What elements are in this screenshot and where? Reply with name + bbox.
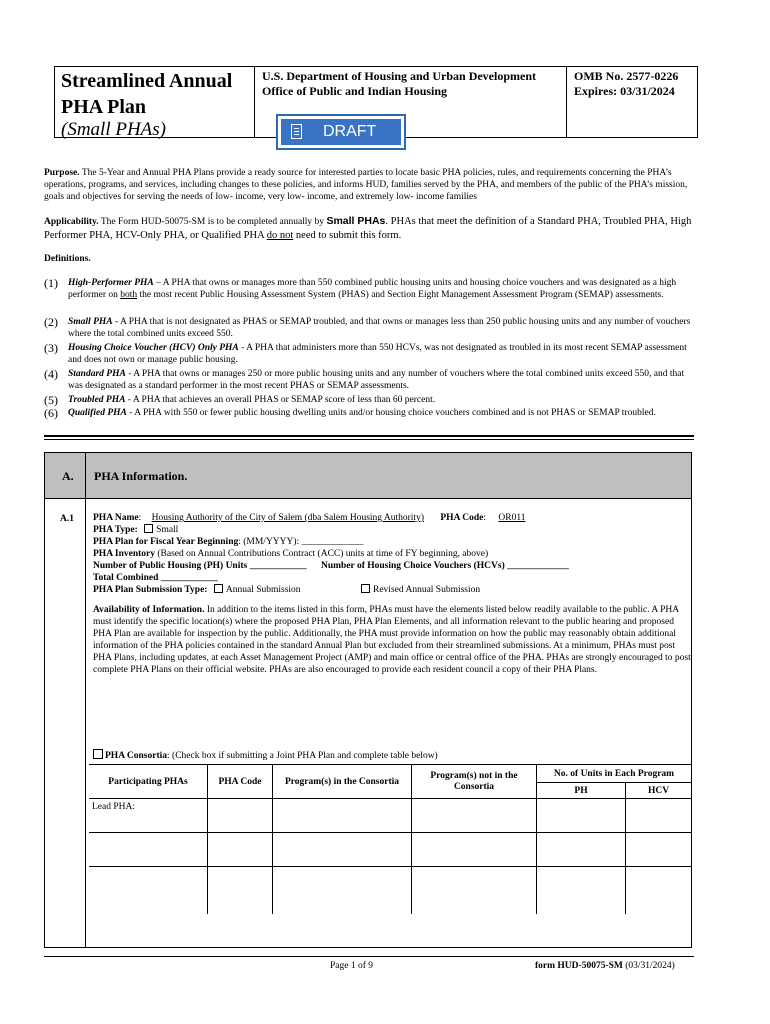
omb-number: OMB No. 2577-0226 [574, 69, 679, 83]
table-cell[interactable] [273, 867, 412, 914]
table-cell[interactable] [537, 867, 626, 914]
consortia-line [93, 749, 438, 762]
section-divider [44, 439, 694, 440]
definition-number: (6) [44, 406, 58, 420]
annual-submission-checkbox[interactable] [214, 584, 223, 593]
definition-text: the most recent Public Housing Assessment System (PHAS) and Section Eight Management Assessment Program (SEMAP) assessments. [137, 289, 664, 300]
sub-header-ph: PH [537, 783, 626, 799]
definition-item [44, 278, 694, 302]
availability-paragraph [93, 604, 693, 676]
form-title-line1: Streamlined Annual [61, 70, 233, 92]
section-letter: A. [62, 469, 74, 483]
consortia-table [89, 764, 691, 914]
table-row [89, 799, 691, 833]
definition-text: - A PHA that is not designated as PHAS or SEMAP troubled, and that owns or manages less than 250 public housing units and any number of vouchers where the total combined units exceed 550. [68, 317, 691, 339]
do-not-emphasis: do not [266, 230, 294, 241]
revised-submission-checkbox[interactable] [361, 584, 370, 593]
public-housing-units-field[interactable]: Number of Public Housing (PH) Units ____________ [93, 561, 307, 571]
availability-text: In addition to the items listed in this form, PHAs must have the elements listed below readily available to the public. A PHA must identify the specific location(s) where the proposed PHA Plan, PHA Plan Elements, and all information relevant to the public hearing and proposed PHA Plan are available for inspection by the public. Additionally, the PHA must provide information on how the public may reasonably obtain additional information of the PHA policies contained in the standard Annual Plan but excluded from their streamlined submissions. At a minimum, PHAs must post PHA Plans, including updates, at each Asset Management Project (AMP) and main office or central office of the PHA. PHAs are strongly encouraged to post complete PHA Plans on their official website. PHAs are also encouraged to provide each resident council a copy of their PHA Plans. [93, 605, 691, 675]
section-divider [44, 435, 694, 437]
definition-text: - A PHA that owns or manages 250 or more public housing units and any number of vouchers where the total combined units exceed 550, and that was designated as a standard performer in the most recent PHAS or SEMAP assessments. [68, 369, 685, 391]
pha-type-label: PHA Type: [93, 525, 138, 535]
table-cell[interactable] [89, 867, 208, 914]
table-cell[interactable] [412, 833, 537, 867]
pha-name-field[interactable]: Housing Authority of the City of Salem (dba Salem Housing Authority) [151, 513, 424, 523]
table-cell[interactable] [537, 833, 626, 867]
applicability-paragraph [44, 214, 694, 243]
definition-term: Housing Choice Voucher (HCV) Only PHA [68, 343, 239, 353]
page-footer [44, 956, 694, 957]
table-cell[interactable] [89, 833, 208, 867]
applicability-text-b: . PHAs that meet the definition of a Standard PHA, Troubled PHA, High Performer PHA, HCV-Only PHA, or Qualified PHA [44, 216, 692, 241]
consortia-instructions: : (Check box if submitting a Joint PHA Plan and complete table below) [167, 751, 438, 761]
definition-number: (1) [44, 276, 58, 290]
sub-header-hcv: HCV [626, 783, 692, 799]
table-cell[interactable] [412, 867, 537, 914]
consortia-label: PHA Consortia [105, 751, 168, 761]
lead-pha-cell[interactable]: Lead PHA: [89, 799, 208, 833]
total-combined-field[interactable]: Total Combined ____________ [93, 573, 218, 583]
availability-label: Availability of Information. [93, 605, 205, 615]
small-option-label: Small [156, 525, 179, 535]
draft-badge[interactable] [276, 114, 406, 150]
applicability-text-a: The Form HUD-50075-SM is to be completed annually by [98, 217, 327, 227]
definition-term: Troubled PHA [68, 395, 126, 405]
draft-label: DRAFT [323, 123, 377, 140]
definition-text: - A PHA that achieves an overall PHAS or SEMAP score of less than 60 percent. [125, 395, 436, 405]
pha-code-label: PHA Code [440, 513, 484, 523]
definition-term: Standard PHA [68, 369, 126, 379]
consortia-checkbox[interactable] [93, 749, 103, 759]
table-row [89, 833, 691, 867]
table-cell[interactable] [412, 799, 537, 833]
revised-submission-label: Revised Annual Submission [373, 585, 481, 595]
fiscal-year-label: PHA Plan for Fiscal Year Beginning [93, 537, 239, 547]
item-number: A.1 [60, 514, 74, 524]
table-cell[interactable] [537, 799, 626, 833]
purpose-label: Purpose. [44, 168, 80, 178]
definition-text: - A PHA with 550 or fewer public housing dwelling units and/or housing choice vouchers combined and is not PHAS or SEMAP troubled. [126, 408, 656, 418]
inventory-note: (Based on Annual Contributions Contract (ACC) units at time of FY beginning, above) [155, 549, 489, 559]
hcv-units-field[interactable]: Number of Housing Choice Vouchers (HCVs) _____________ [320, 561, 569, 571]
page-number: Page 1 of 9 [330, 961, 374, 971]
omb-cell [567, 67, 699, 137]
column-header: Participating PHAs [89, 765, 208, 799]
table-row [89, 867, 691, 914]
definition-text: - A PHA that administers more than 550 HCVs, was not designated as troubled in its most recent SEMAP assessment and does not own or manage public housing. [68, 343, 687, 365]
column-header: No. of Units in Each Program [537, 765, 692, 783]
definition-number: (5) [44, 393, 58, 407]
section-title: PHA Information. [94, 469, 188, 483]
definition-term: Qualified PHA [68, 408, 127, 418]
small-phas-emphasis: Small PHAs [326, 215, 386, 227]
table-cell[interactable] [208, 799, 273, 833]
document-icon [291, 124, 302, 139]
table-cell[interactable] [208, 833, 273, 867]
applicability-text-c: need to submit this form. [293, 230, 402, 241]
table-cell[interactable] [626, 867, 692, 914]
purpose-text: The 5-Year and Annual PHA Plans provide a ready source for interested parties to locate basic PHA policies, rules, and requirements concerning the PHA’s operations, programs, and services, including changes to these policies, and informs HUD, families served by the PHA, and members of the public of the PHA’s mission, goals and objectives for serving the needs of low- income, very low- income, and extremely low- income families [44, 168, 688, 202]
definition-number: (2) [44, 315, 58, 329]
annual-submission-label: Annual Submission [225, 585, 301, 595]
form-id [535, 960, 675, 972]
section-a-header [45, 453, 691, 499]
table-cell[interactable] [273, 833, 412, 867]
form-date: (03/31/2024) [622, 961, 675, 971]
definition-term: High-Performer PHA [68, 278, 154, 288]
form-title-cell [55, 67, 255, 140]
table-cell[interactable] [273, 799, 412, 833]
table-cell[interactable] [626, 799, 692, 833]
definition-number: (3) [44, 341, 58, 355]
definitions-label: Definitions. [44, 254, 91, 264]
both-emphasis: both [120, 289, 138, 300]
form-title-line2: PHA Plan [61, 96, 147, 118]
expiration-date: Expires: 03/31/2024 [574, 84, 675, 98]
purpose-paragraph [44, 167, 694, 203]
inventory-label: PHA Inventory [93, 549, 156, 559]
a1-content: PHA Name: Housing Authority of the City of Salem (dba Salem Housing Authority) PHA Code: OR011 PHA Type: Small PHA Plan for Fiscal Year Beginning: (MM/YYYY): _____________ PHA Inventory (Based on Annual Contributions Contract (ACC) units at time of FY beginning, above) Number of Public Housing (PH) Units ____________ Number of Housing Choice Vouchers (HCVs) _____________ Total Combined ____________ PHA Plan Submission Type: Annual Submission Revised Annual Submission Availability of Information. In addition to the items listed in this form, PHAs must have the elements listed below readily available to the public. A PHA must identify the specific location(s) where the proposed PHA Plan, PHA Plan Elements, and all information relevant to the public hearing and proposed PHA Plan are available for inspection by the public. Additionally, the PHA must provide information on how the public may reasonably obtain additional information of the PHA policies contained in the standard Annual Plan but excluded from their streamlined submissions. At a minimum, PHAs must post PHA Plans, including updates, at each Asset Management Project (AMP) and main office or central office of the PHA. PHAs are strongly encouraged to post complete PHA Plans on their official website. PHAs are also encouraged to provide each resident council a copy of their PHA Plans. [93, 512, 693, 676]
column-header: PHA Code [208, 765, 273, 799]
fiscal-year-field[interactable]: : (MM/YYYY): _____________ [238, 537, 364, 547]
office-name: Office of Public and Indian Housing [262, 84, 448, 98]
applicability-label: Applicability. [44, 217, 99, 227]
form-subtitle: (Small PHAs) [61, 119, 167, 140]
small-checkbox[interactable] [144, 524, 153, 533]
pha-name-label: PHA Name [93, 513, 139, 523]
table-cell[interactable] [626, 833, 692, 867]
table-cell[interactable] [208, 867, 273, 914]
definition-text: – A PHA that owns or manages more than 550 combined public housing units and housing choice vouchers and was designated as a high performer on [68, 278, 677, 300]
section-column-divider [85, 453, 86, 947]
definition-term: Small PHA [68, 317, 113, 327]
definition-number: (4) [44, 367, 58, 381]
column-header: Program(s) not in the Consortia [412, 765, 537, 799]
column-header: Program(s) in the Consortia [273, 765, 412, 799]
submission-type-label: PHA Plan Submission Type: [93, 585, 208, 595]
form-number: form HUD-50075-SM [535, 961, 623, 971]
pha-code-field[interactable]: OR011 [498, 513, 526, 523]
department-name: U.S. Department of Housing and Urban Development [262, 69, 537, 83]
